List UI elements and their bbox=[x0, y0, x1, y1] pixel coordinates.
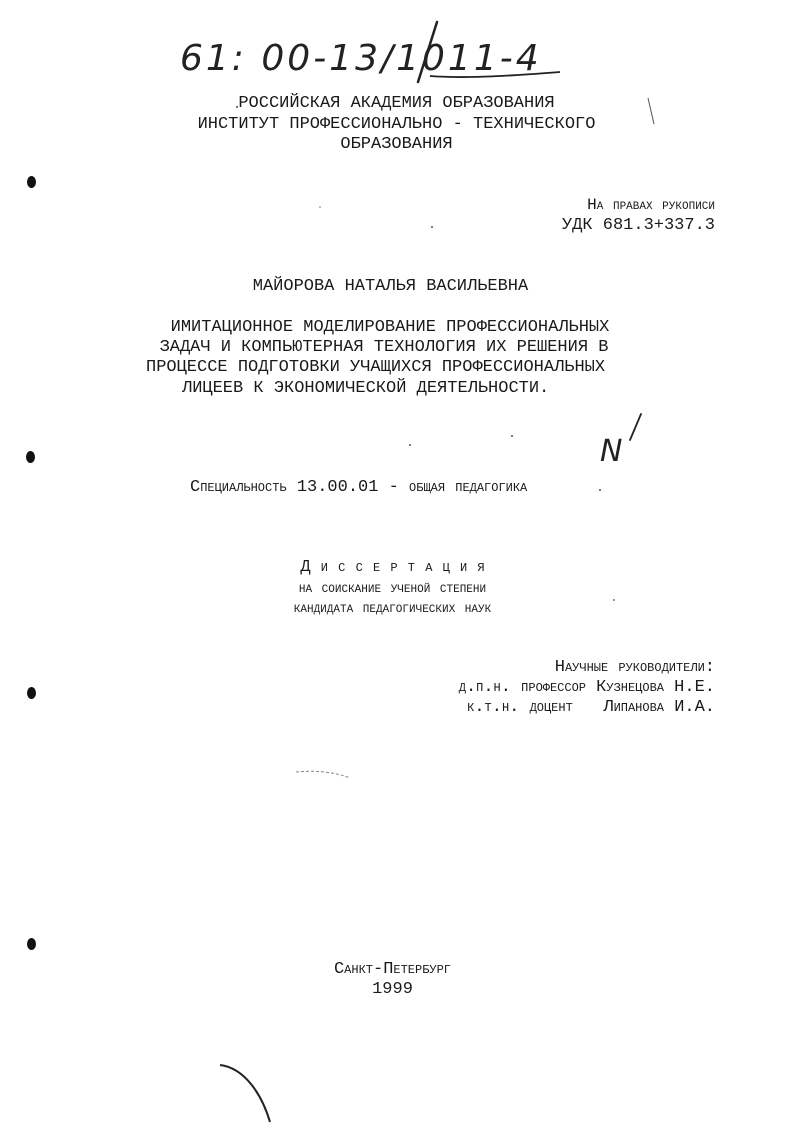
archive-code: 61: 00-13/1011-4 bbox=[180, 38, 542, 79]
year: 1999 bbox=[372, 980, 413, 999]
specialty: Специальность 13.00.01 - общая педагогика bbox=[190, 478, 528, 497]
dissertation-title-line-3: ПРОЦЕССЕ ПОДГОТОВКИ УЧАЩИХСЯ ПРОФЕССИОНАЛЬНЫХ bbox=[146, 358, 606, 377]
org-line-1: РОССИЙСКАЯ АКАДЕМИЯ ОБРАЗОВАНИЯ bbox=[238, 94, 555, 113]
manuscript-rights: На правах рукописи bbox=[587, 196, 715, 214]
dissertation-title-line-2: ЗАДАЧ И КОМПЬЮТЕРНАЯ ТЕХНОЛОГИЯ ИХ РЕШЕНИЯ В bbox=[159, 338, 609, 357]
advisors-heading: Научные руководители: bbox=[554, 658, 715, 677]
city: Санкт-Петербург bbox=[333, 960, 452, 979]
advisor-1: д.п.н. профессор Кузнецова Н.Е. bbox=[458, 678, 715, 697]
org-line-3: ОБРАЗОВАНИЯ bbox=[340, 135, 453, 154]
advisor-2: к.т.н. доцент Липанова И.А. bbox=[467, 698, 715, 717]
udk-code: УДК 681.3+337.3 bbox=[561, 216, 715, 235]
degree-line-2: кандидата педагогических наук bbox=[293, 599, 492, 617]
author-name: МАЙОРОВА НАТАЛЬЯ ВАСИЛЬЕВНА bbox=[252, 277, 529, 296]
org-line-2: ИНСТИТУТ ПРОФЕССИОНАЛЬНО - ТЕХНИЧЕСКОГО bbox=[197, 115, 596, 134]
dissertation-heading: Д и с с е р т а ц и я bbox=[300, 558, 485, 577]
degree-line-1: на соискание ученой степени bbox=[298, 579, 487, 597]
dissertation-title-line-1: ИМИТАЦИОННОЕ МОДЕЛИРОВАНИЕ ПРОФЕССИОНАЛЬНЫХ bbox=[170, 318, 610, 337]
dissertation-title-line-4: ЛИЦЕЕВ К ЭКОНОМИЧЕСКОЙ ДЕЯТЕЛЬНОСТИ. bbox=[182, 379, 550, 398]
handwritten-mark: N bbox=[600, 434, 623, 469]
